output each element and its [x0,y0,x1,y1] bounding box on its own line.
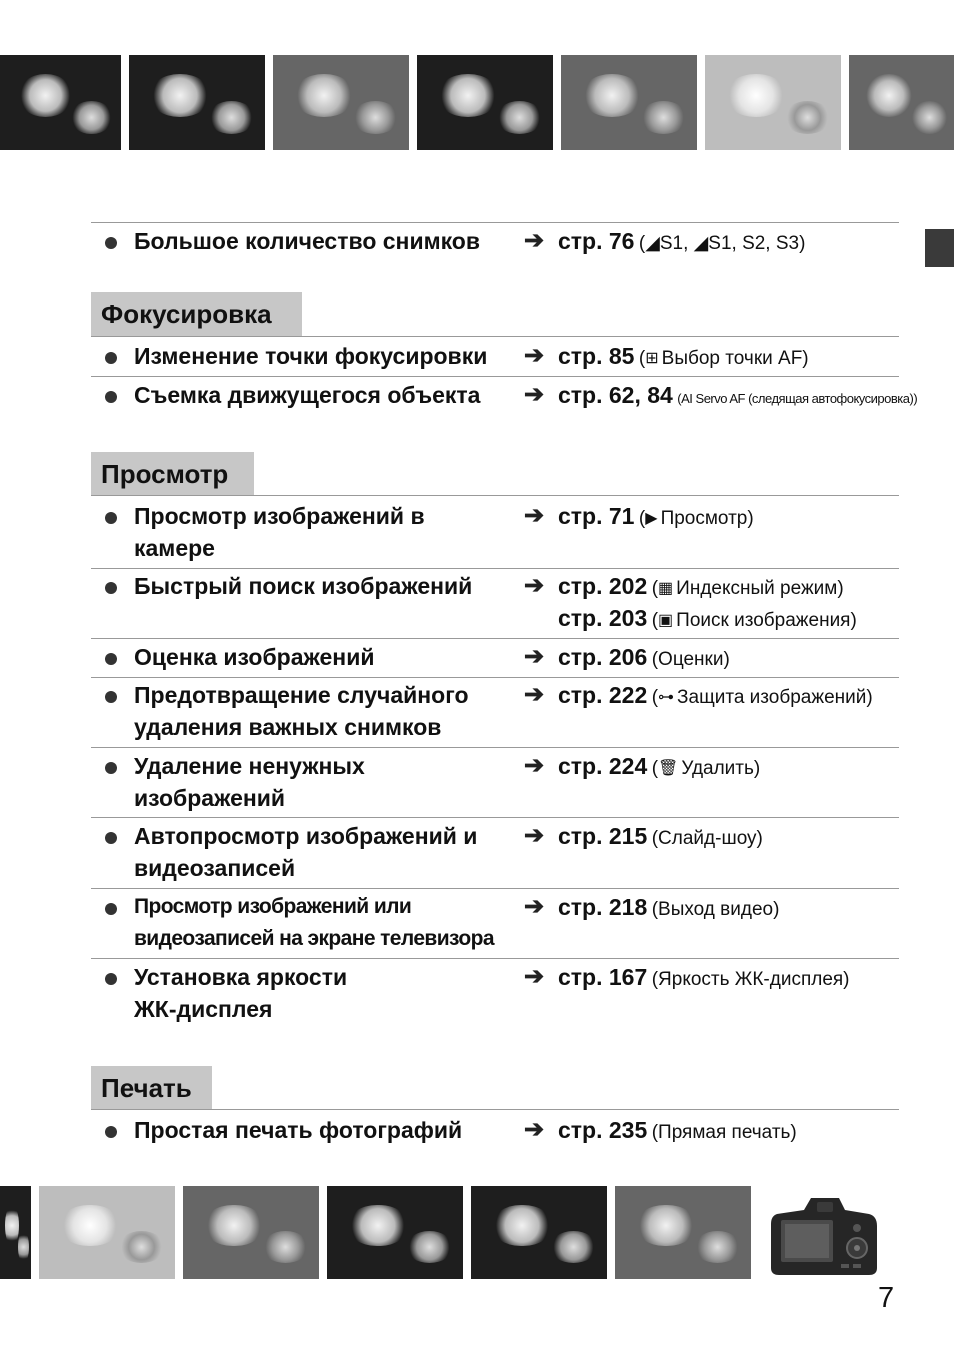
bullet [105,582,117,594]
paren: ( [651,758,659,779]
page-reference [558,641,730,677]
af-point-icon: ⊞ [645,350,659,367]
list-item [91,379,918,415]
divider [91,747,899,748]
trash-icon: 🗑 [658,760,679,777]
camera-photo [769,1192,879,1277]
maple-leaves-photo [327,1186,463,1279]
flower-bush-photo [849,55,954,150]
bullet [105,512,117,524]
play-icon: ▶ [645,510,658,527]
list-item [91,340,899,376]
reference-note: (Оценки) [651,649,730,670]
page-link[interactable]: стр. 167 [558,964,648,990]
divider [91,1109,899,1110]
page-link[interactable]: стр. 85 [558,343,635,369]
bullet [105,903,117,915]
page-reference [558,891,779,927]
arrow-icon: ➔ [524,381,545,408]
section-title-focus: Фокусировка [91,292,302,336]
arrow-icon: ➔ [524,227,545,254]
arrow-icon: ➔ [524,681,545,708]
divider [91,677,899,678]
page-link[interactable]: стр. 222 [558,682,648,708]
section-title-view: Просмотр [91,452,254,496]
page-reference [558,820,763,856]
arrow-icon: ➔ [524,342,545,369]
item-label: Удаление ненужных изображений [134,753,365,811]
section-title-print: Печать [91,1066,212,1110]
bullet [105,832,117,844]
reference-note: (Слайд-шоу) [651,828,763,849]
page-link[interactable]: стр. 62, 84 [558,382,673,408]
reference-note: (Выход видео) [651,899,780,920]
item-label: Предотвращение случайного удаления важных снимков [134,682,469,740]
divider [91,336,899,337]
item-label: Большое количество снимков [134,228,480,254]
page-number: 7 [878,1282,895,1314]
paren: ( [651,687,659,708]
item-label: Автопросмотр изображений и видеозаписей [134,823,478,881]
arrow-icon: ➔ [524,572,545,599]
bottom-photo-strip [0,1186,751,1279]
divider [91,817,899,818]
meadow-flowers-photo [39,1186,175,1279]
list-item [91,641,899,677]
bullet [105,391,117,403]
reference-note: Защита изображений) [677,687,873,708]
item-label: Съемка движущегося объекта [134,382,481,408]
chapter-tab-marker [925,229,954,267]
bullet [105,973,117,985]
item-label: Изменение точки фокусировки [134,343,488,369]
reference-note: Удалить) [681,758,761,779]
list-item [91,500,899,566]
paren: ( [638,508,646,529]
page-reference [558,750,760,786]
bullet [105,762,117,774]
list-item [91,820,899,886]
page-link[interactable]: стр. 235 [558,1117,648,1143]
page-link[interactable]: стр. 224 [558,753,648,779]
arrow-icon: ➔ [524,822,545,849]
item-label: Оценка изображений [134,644,375,670]
index-icon: ▦ [658,580,674,597]
divider [91,568,899,569]
divider [91,888,899,889]
arrow-icon: ➔ [524,502,545,529]
paren: ( [638,348,646,369]
item-label: Просмотр изображений в камере [134,503,425,561]
flower-edge-photo [0,1186,31,1279]
bullet [105,653,117,665]
item-label: Установка яркости ЖК-дисплея [134,964,348,1022]
reference-note: (Яркость ЖК-дисплея) [651,969,850,990]
sleeping-cat-photo [615,1186,751,1279]
reference-note: (AI Servo AF (следящая автофокусировка)) [677,391,918,406]
reference-note: Поиск изображения) [676,610,857,631]
page-reference [558,500,754,536]
bullet [105,352,117,364]
arrow-icon: ➔ [524,1116,545,1143]
divider [91,638,899,639]
top-photo-strip [0,55,954,150]
bullet [105,237,117,249]
item-label: Быстрый поиск изображений [134,573,473,599]
cherry-blossom-photo [129,55,265,150]
divider [91,376,899,377]
list-item [91,750,899,816]
reference-note: Выбор точки AF) [661,348,809,369]
page-reference [558,379,917,415]
arrow-icon: ➔ [524,752,545,779]
page-reference [558,225,805,261]
page-reference [558,961,850,997]
poppy-photo [705,55,841,150]
paren: ( [651,610,659,631]
page-link[interactable]: стр. 203 [558,605,648,631]
list-item [91,1114,899,1150]
protect-key-icon: ⊶ [658,689,675,706]
page-reference [558,340,809,376]
page-link[interactable]: стр. 76 [558,228,635,254]
flower-blossoms-photo [0,55,121,150]
arrow-icon: ➔ [524,643,545,670]
page-reference [558,570,844,606]
reference-note: (Прямая печать) [651,1122,797,1143]
list-item [91,225,899,261]
list-item [91,679,899,745]
paren: ( [651,578,659,599]
page-reference-2 [558,602,857,638]
grass-flowers-photo [471,1186,607,1279]
arrow-icon: ➔ [524,963,545,990]
page-link[interactable]: стр. 71 [558,503,635,529]
reference-note: (◢S1, ◢S1, S2, S3) [638,233,806,254]
chestnut-photo [183,1186,319,1279]
divider [91,495,899,496]
page-reference [558,679,873,715]
divider [91,222,899,223]
page-link[interactable]: стр. 202 [558,573,648,599]
page-link[interactable]: стр. 218 [558,894,648,920]
bullet [105,1126,117,1138]
image-jump-icon: ▣ [658,612,674,629]
reference-note: Индексный режим) [676,578,844,599]
white-leaves-photo [417,55,553,150]
page-link[interactable]: стр. 215 [558,823,648,849]
item-label: Просмотр изображений или видеозаписей на экране телевизора [134,895,494,950]
bullet [105,691,117,703]
item-label: Простая печать фотографий [134,1117,463,1143]
arrow-icon: ➔ [524,893,545,920]
magnolia-photo [561,55,697,150]
reference-note: Просмотр) [660,508,754,529]
page-reference [558,1114,797,1150]
list-item [91,891,899,957]
list-item [91,570,899,636]
star-flowers-photo [273,55,409,150]
list-item [91,961,899,1027]
divider [91,958,899,959]
page-link[interactable]: стр. 206 [558,644,648,670]
